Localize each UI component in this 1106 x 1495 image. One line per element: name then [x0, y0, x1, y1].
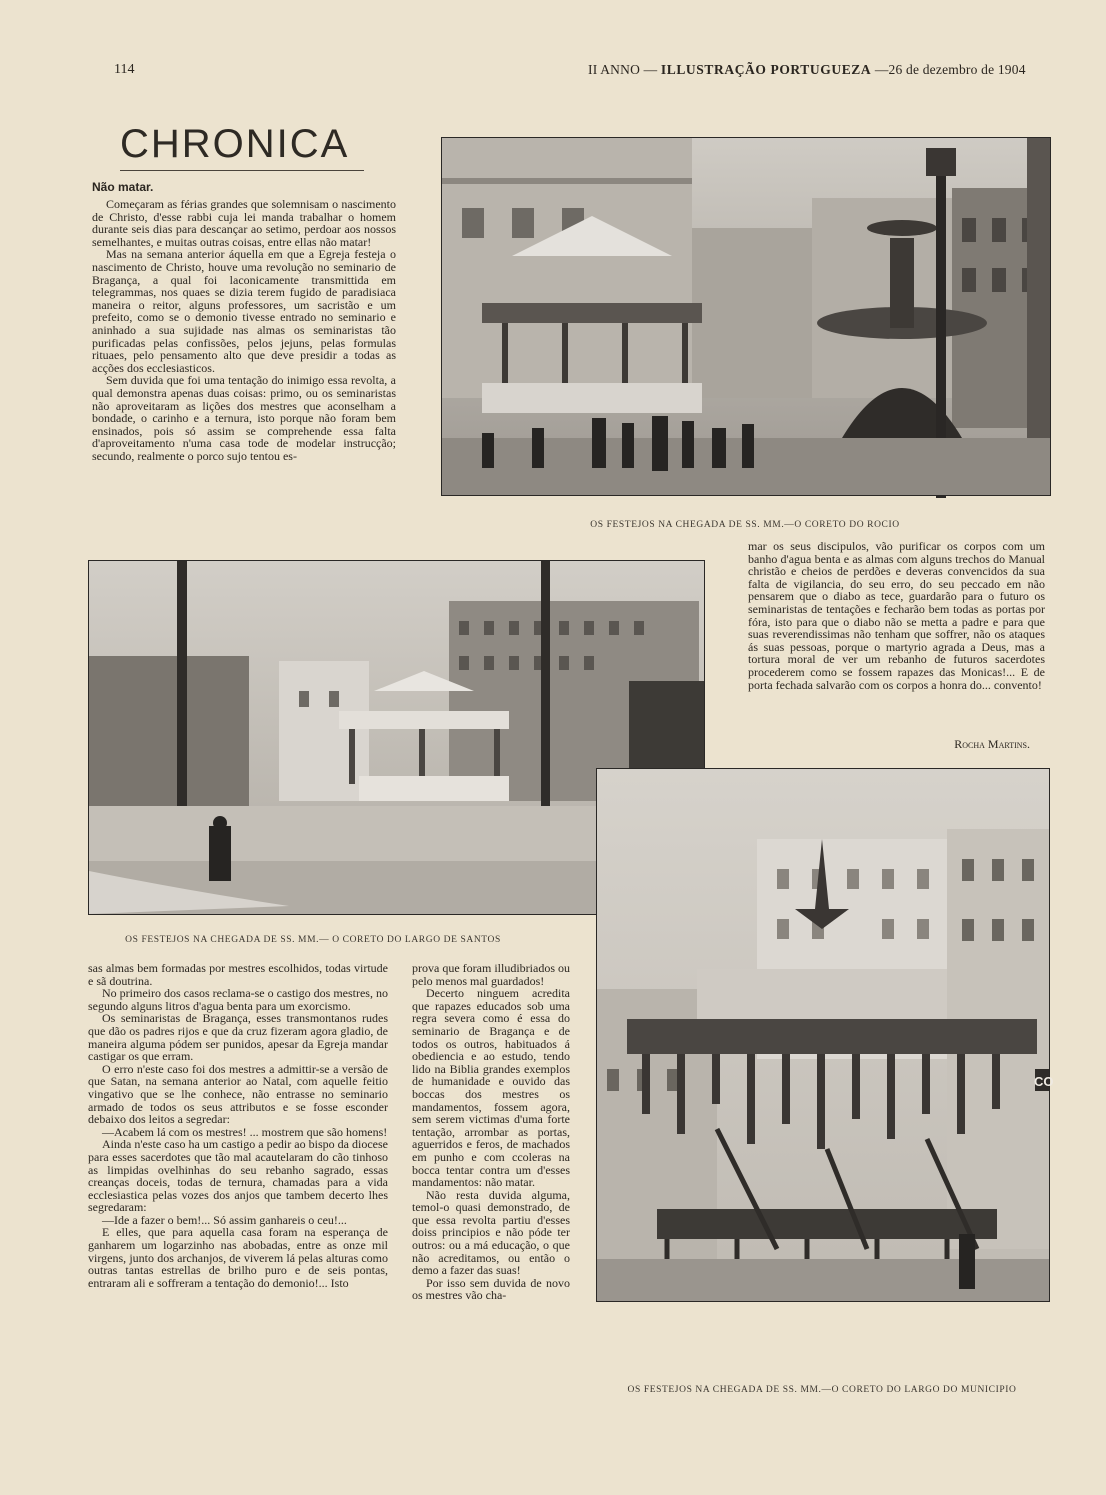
paragraph: Começaram as férias grandes que solemnisam o nascimento de Christo, d'esse rabbi cuja lei manda trabalhar o homem durante seis dias para descançar ao setimo, perdoar aos nossos semelhantes, e muitas outras coisas, entre ellas não matar! [92, 197, 396, 249]
paragraph: Decerto ninguem acredita que rapazes educados sob uma regra severa como é essa do seminario de Bragança e de todos os outros, habituados á obediencia e ao estudo, tendo lido na Biblia grandes exemplos de humanidade e ouvido das boccas dos mestres os mandamentos, fossem agora, sem serem victimas d'uma forte tentação, arrombar as portas, aguerridos e feros, de machados em punho e com ccoleras na bocca tentar contra um d'esses mandamentos: não matar. [412, 986, 570, 1190]
running-head-prefix: II ANNO — [588, 62, 658, 77]
photo-caption-rocio: OS FESTEJOS NA CHEGADA DE SS. MM.—O CORETO DO ROCIO [590, 520, 900, 530]
paragraph: mar os seus discipulos, vão purificar os corpos com um banho d'agua benta e as almas com alguns trechos do Manual christão e cheios de perdões e deveras convencidos da sua falta de vigilancia, do seu erro, do seu peccado em não pensarem que o diabo as tece, guardarão para o futuro os seminaristas de tentações e fecharão bem todas as portas por fóra, isto para que o diabo não se metta a padre e para que suas reverendissimas não tenham que soffrer, não os ataques ás suas pessoas, porque o martyrio agrada a Deus, mas a tortura moral de ver um rebanho de futuros sacerdotes procederem como se fossem rapazes das Monicas!... E de porta fechada salvarão com os corpos a honra do... convento! [748, 539, 1045, 692]
photo-caption-largo-municipio: OS FESTEJOS NA CHEGADA DE SS. MM.—O CORETO DO LARGO DO MUNICIPIO [627, 1385, 1017, 1395]
running-head-date: —26 de dezembro de 1904 [874, 62, 1026, 77]
photo-coreto-rocio [441, 137, 1051, 496]
running-head-title: ILLUSTRAÇÃO PORTUGUEZA [660, 62, 872, 77]
shop-sign: CO [1034, 1074, 1054, 1089]
text-column-bottom-left [88, 962, 388, 1396]
author-signature: Rocha Martins. [954, 737, 1030, 751]
photo-caption-largo-santos: OS FESTEJOS NA CHEGADA DE SS. MM.— O CORETO DO LARGO DE SANTOS [125, 935, 501, 945]
text-column-right-top [748, 540, 1045, 732]
article-subtitle: Não matar. [92, 180, 154, 194]
page-number: 114 [114, 62, 135, 77]
text-column-bottom-middle [412, 962, 570, 1396]
title-rule [120, 170, 364, 171]
running-head [588, 62, 1026, 78]
paragraph: Os seminaristas de Bragança, esses transmontanos rudes que dão os padres rijos e que da cruz fizeram agora gladio, de maneira alguma pódem ser punidos, apesar da Egreja mandar castigar os que erram. [88, 1011, 388, 1064]
paragraph: Por isso sem duvida de novo os mestres vão cha- [412, 1275, 570, 1303]
paragraph: Ainda n'este caso ha um castigo a pedir ao bispo da diocese para esses sacerdotes que tão mal acautelaram do cão tinhoso as limpidas ovelhinhas do seu rebanho sagrado, essas creanças doceis, todas de ternura, chamadas para a vida ecclesiastica pelas vozes dos anjos que tambem decerto lhes segredaram: [88, 1137, 388, 1215]
paragraph: —Acabem lá com os mestres! ... mostrem que são homens! [102, 1124, 388, 1139]
paragraph: O erro n'este caso foi dos mestres a admittir-se a versão de que Satan, na semana anterior ao Natal, com aquelle feitio vingativo que se lhe conhece, não entrasse no seminario armado de todos os seus attributos e se fosse esconder debaixo dos leitos a segredar: [88, 1061, 388, 1127]
paragraph: prova que foram illudibriados ou pelo menos mal guardados! [412, 961, 570, 988]
text-column-top-left [92, 198, 396, 534]
paragraph: Não resta duvida alguma, temol-o quasi demonstrado, de que essa revolta partiu d'esses doiss principios e não póde ter outros: ou a má educação, o que não acreditamos, ou então o demo a fazer das suas! [412, 1187, 570, 1278]
paragraph: E elles, que para aquella casa foram na esperança de ganharem um logarzinho nas abobadas, entre as onze mil virgens, junto dos archanjos, de viverem lá pelas alturas como outras tantas estrellas de brilho puro e de seis pontas, entraram ali e soffreram a tentação do demonio!... Isto [88, 1225, 388, 1290]
article-title: CHRONICA [120, 122, 350, 166]
paragraph: Mas na semana anterior áquella em que a Egreja festeja o nascimento de Christo, houve uma revolução no seminario de Bragança, a qual foi laconicamente transmittida em telegrammas, nos quaes se dizia terem fugido de paradisiaca maneira o reitor, alguns professores, um sacristão e um prefeito, como se o demonio tivesse entrado no seminario e aninhado a sua sujidade nas almas os seminaristas tão purificadas pelas confissões, pelos jejuns, pelas formulas rituaes, pelo pensamento alto que deve presidir a todas as acções dos ecclesiasticos. [92, 247, 396, 375]
photo-coreto-largo-municipio [596, 768, 1054, 1302]
paragraph: —Ide a fazer o bem!... Só assim ganhareis o ceu!... [102, 1212, 347, 1227]
paragraph: No primeiro dos casos reclama-se o castigo dos mestres, no segundo alguns litros d'agua benta para um exorcismo. [88, 986, 388, 1013]
paragraph: sas almas bem formadas por mestres escolhidos, todas virtude e sã doutrina. [88, 961, 388, 988]
paragraph: Sem duvida que foi uma tentação do inimigo essa revolta, a qual demonstra apenas duas coisas: primo, ou os seminaristas não aproveitaram as lições dos mestres que aconselham a bondade, o carinho e a ternura, isto porque não foram bem ensinados, pois só assim se comprehende essa falta d'aproveitamento n'uma casa tode de modelar instrucção; secundo, realmente o porco sujo tentou es- [92, 373, 396, 463]
